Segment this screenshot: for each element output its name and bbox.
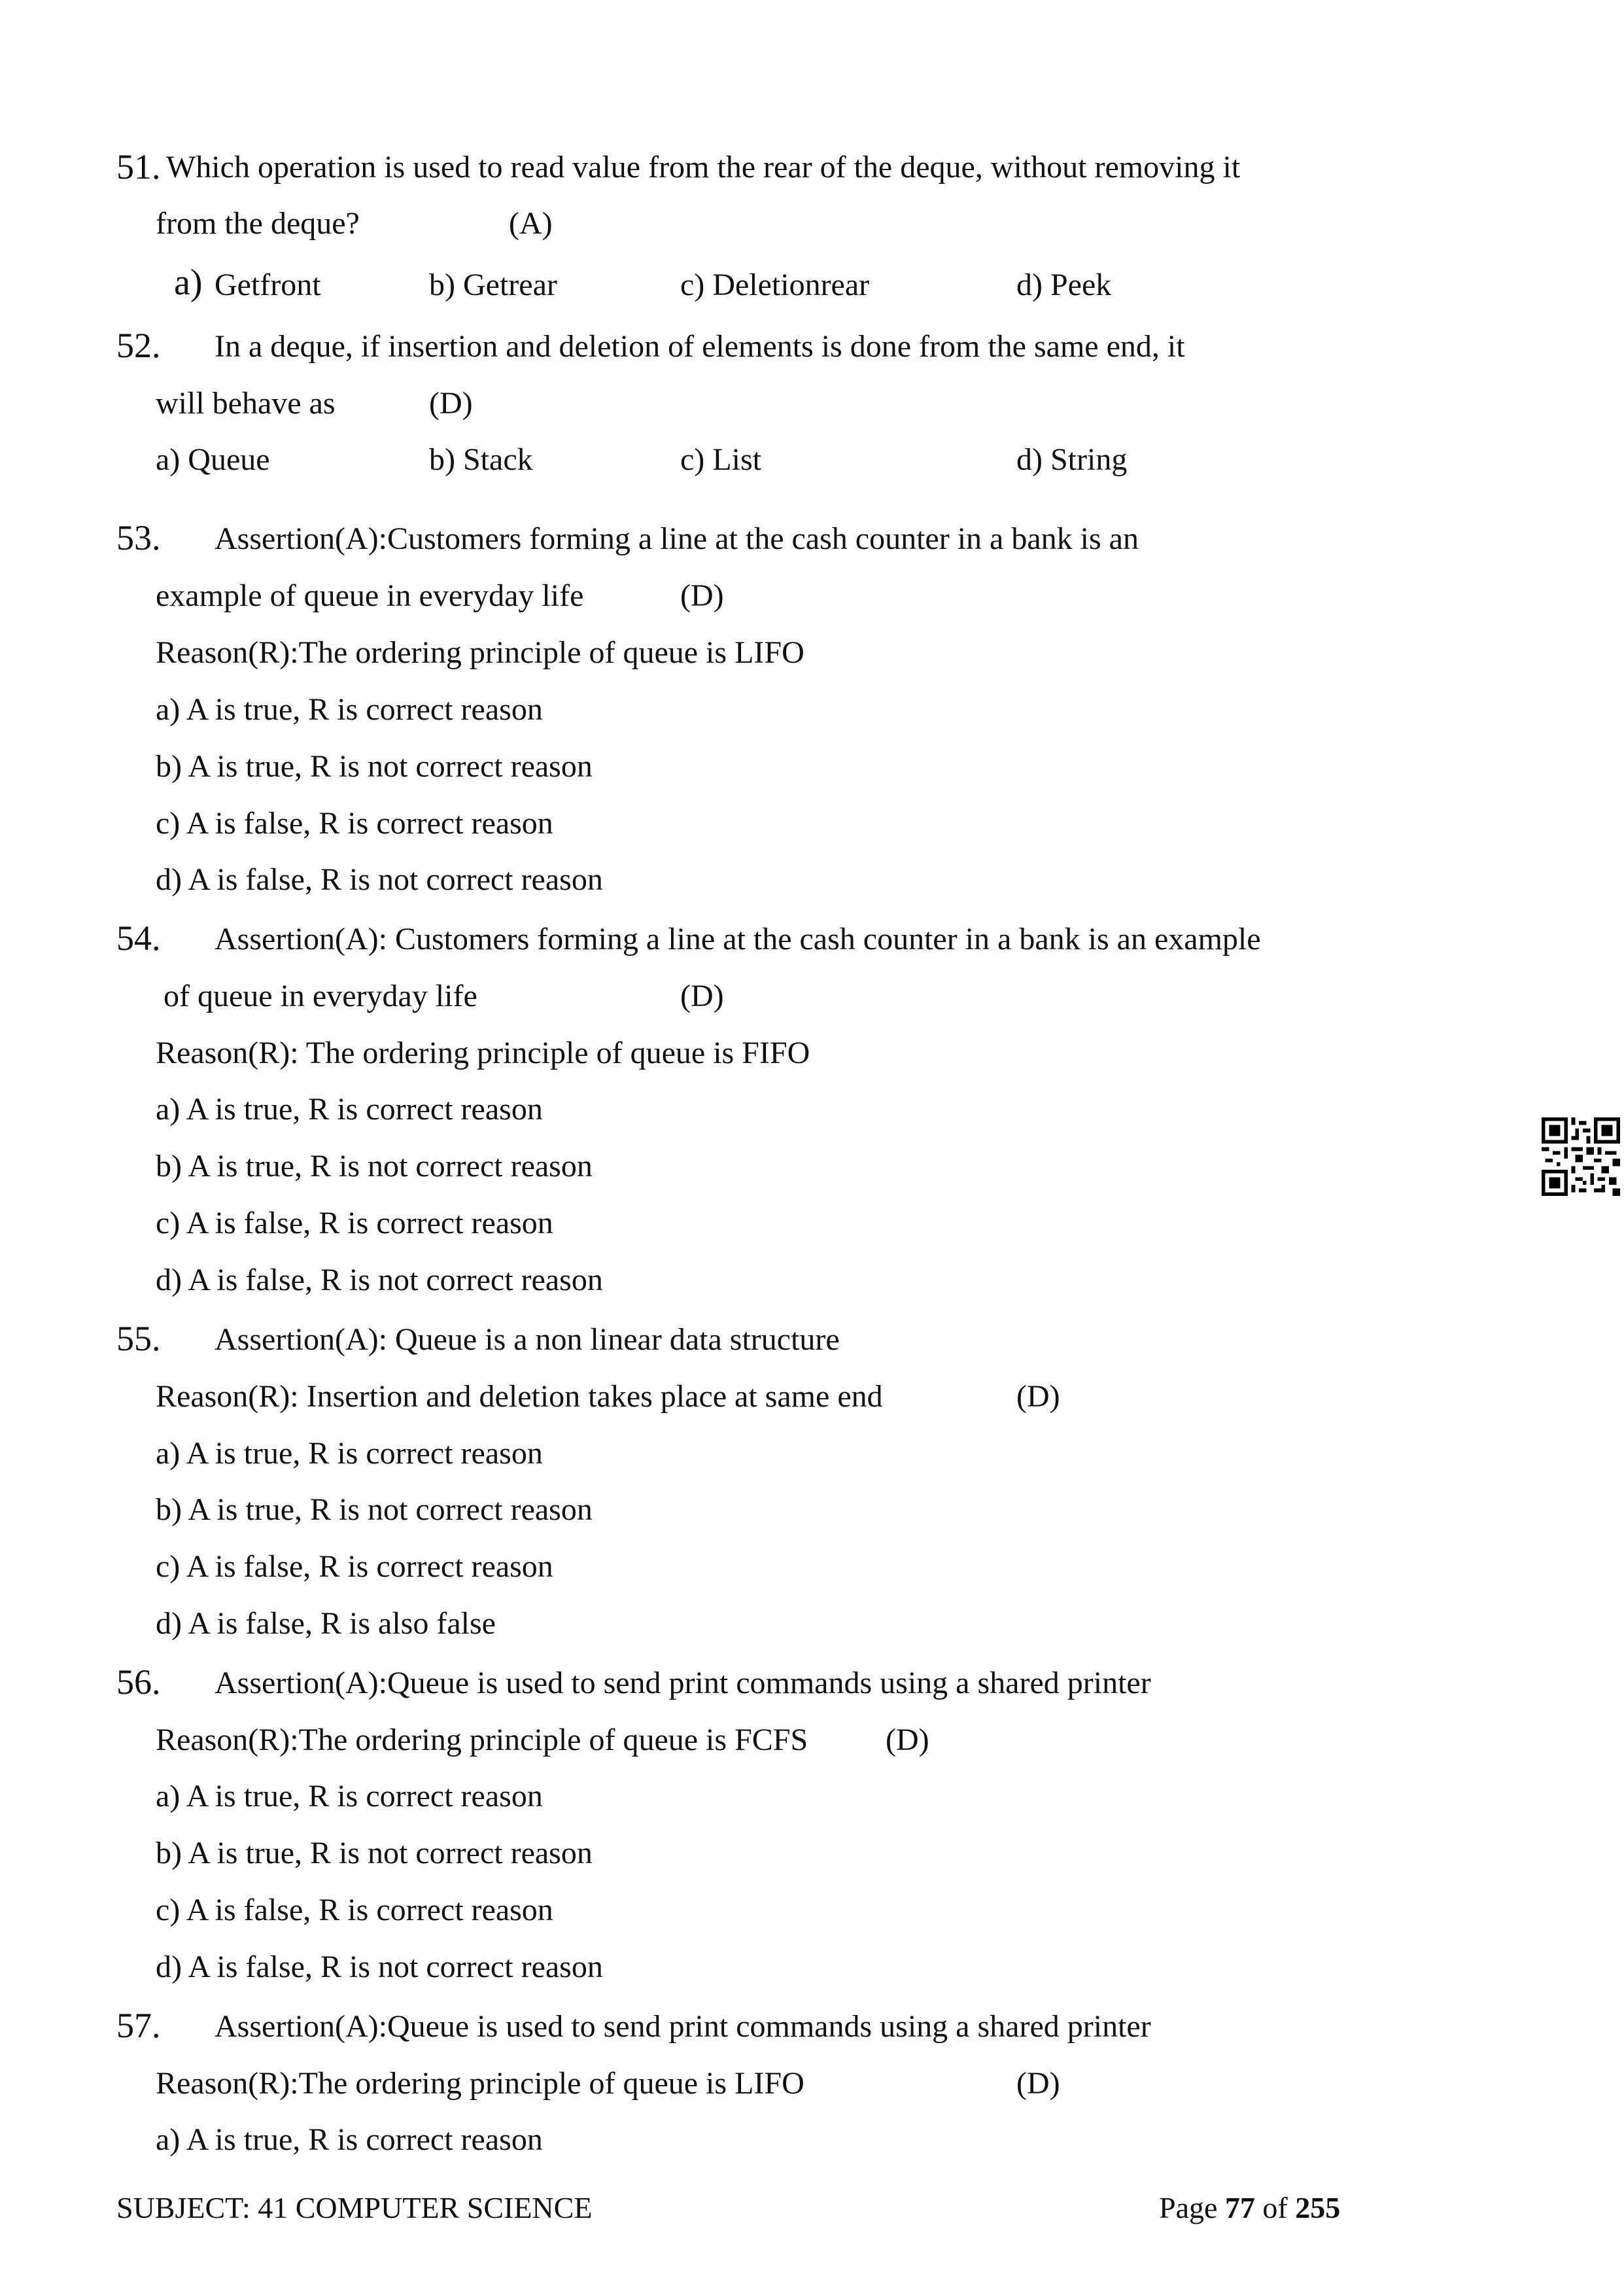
q56-option-b: b) A is true, R is not correct reason — [156, 1836, 593, 1870]
q55-answer: (D) — [1016, 1379, 1060, 1414]
q51-option-a-label: a) — [174, 262, 203, 303]
q51-option-b: b) Getrear — [429, 268, 557, 302]
q56-reason: Reason(R):The ordering principle of queue is FCFS — [156, 1723, 808, 1757]
q55-option-d: d) A is false, R is also false — [156, 1606, 496, 1641]
footer-page-of: of — [1262, 2191, 1288, 2224]
q56-assertion: Assertion(A):Queue is used to send print commands using a shared printer — [215, 1666, 1151, 1700]
q53-option-a: a) A is true, R is correct reason — [156, 692, 543, 727]
q51-text: Which operation is used to read value from the rear of the deque, without removing it — [166, 150, 1241, 184]
q54-number: 54. — [116, 919, 161, 958]
q53-assertion: Assertion(A):Customers forming a line at the cash counter in a bank is an — [215, 521, 1139, 556]
q51-option-c: c) Deletionrear — [680, 268, 870, 302]
q55-reason: Reason(R): Insertion and deletion takes place at same end — [156, 1379, 883, 1414]
q52-text: In a deque, if insertion and deletion of elements is done from the same end, it — [215, 329, 1185, 364]
q52-option-b: b) Stack — [429, 442, 533, 477]
q54-option-c: c) A is false, R is correct reason — [156, 1206, 553, 1240]
footer-page-number — [1159, 2188, 1340, 2228]
q56-number: 56. — [116, 1662, 161, 1702]
q54-option-b: b) A is true, R is not correct reason — [156, 1149, 593, 1183]
q57-answer: (D) — [1016, 2066, 1060, 2101]
q52-number: 52. — [116, 326, 161, 365]
q52-text-cont: will behave as — [156, 386, 336, 421]
q53-reason: Reason(R):The ordering principle of queue is LIFO — [156, 635, 804, 670]
q53-option-d: d) A is false, R is not correct reason — [156, 862, 603, 897]
q53-option-c: c) A is false, R is correct reason — [156, 806, 553, 841]
q54-assertion-cont: of queue in everyday life — [164, 979, 477, 1013]
q54-answer: (D) — [680, 979, 724, 1013]
qr-code-icon — [1542, 1117, 1620, 1196]
q52-option-a: a) Queue — [156, 442, 270, 477]
q55-option-a: a) A is true, R is correct reason — [156, 1436, 543, 1471]
q54-assertion: Assertion(A): Customers forming a line at the cash counter in a bank is an example — [215, 922, 1261, 956]
footer-subject: SUBJECT: 41 COMPUTER SCIENCE — [116, 2191, 593, 2224]
q57-number: 57. — [116, 2006, 161, 2045]
q52-answer: (D) — [429, 386, 473, 421]
q55-number: 55. — [116, 1319, 161, 1358]
footer-page-current: 77 — [1224, 2191, 1255, 2224]
q56-option-d: d) A is false, R is not correct reason — [156, 1950, 603, 1984]
q53-option-b: b) A is true, R is not correct reason — [156, 749, 593, 784]
q53-assertion-cont: example of queue in everyday life — [156, 578, 584, 613]
q56-option-c: c) A is false, R is correct reason — [156, 1893, 553, 1927]
q51-number: 51. — [116, 147, 161, 186]
q51-option-d: d) Peek — [1016, 268, 1112, 302]
q54-reason: Reason(R): The ordering principle of queue is FIFO — [156, 1036, 810, 1070]
q55-option-c: c) A is false, R is correct reason — [156, 1549, 553, 1584]
q54-option-a: a) A is true, R is correct reason — [156, 1092, 543, 1127]
q52-option-c: c) List — [680, 442, 761, 477]
q55-assertion: Assertion(A): Queue is a non linear data structure — [215, 1322, 840, 1357]
q52-option-d: d) String — [1016, 442, 1128, 477]
q53-number: 53. — [116, 518, 161, 557]
q57-assertion: Assertion(A):Queue is used to send print commands using a shared printer — [215, 2009, 1151, 2044]
footer-page-total: 255 — [1295, 2191, 1341, 2224]
q57-reason: Reason(R):The ordering principle of queue is LIFO — [156, 2066, 804, 2101]
q56-answer: (D) — [886, 1723, 929, 1757]
footer-page-prefix: Page — [1159, 2191, 1218, 2224]
q57-option-a: a) A is true, R is correct reason — [156, 2122, 543, 2157]
q51-text-cont: from the deque? — [156, 206, 360, 241]
q56-option-a: a) A is true, R is correct reason — [156, 1779, 543, 1813]
q53-answer: (D) — [680, 578, 724, 613]
q51-option-a: Getfront — [215, 268, 321, 302]
q51-answer: (A) — [509, 206, 553, 241]
q55-option-b: b) A is true, R is not correct reason — [156, 1492, 593, 1527]
q54-option-d: d) A is false, R is not correct reason — [156, 1263, 603, 1297]
